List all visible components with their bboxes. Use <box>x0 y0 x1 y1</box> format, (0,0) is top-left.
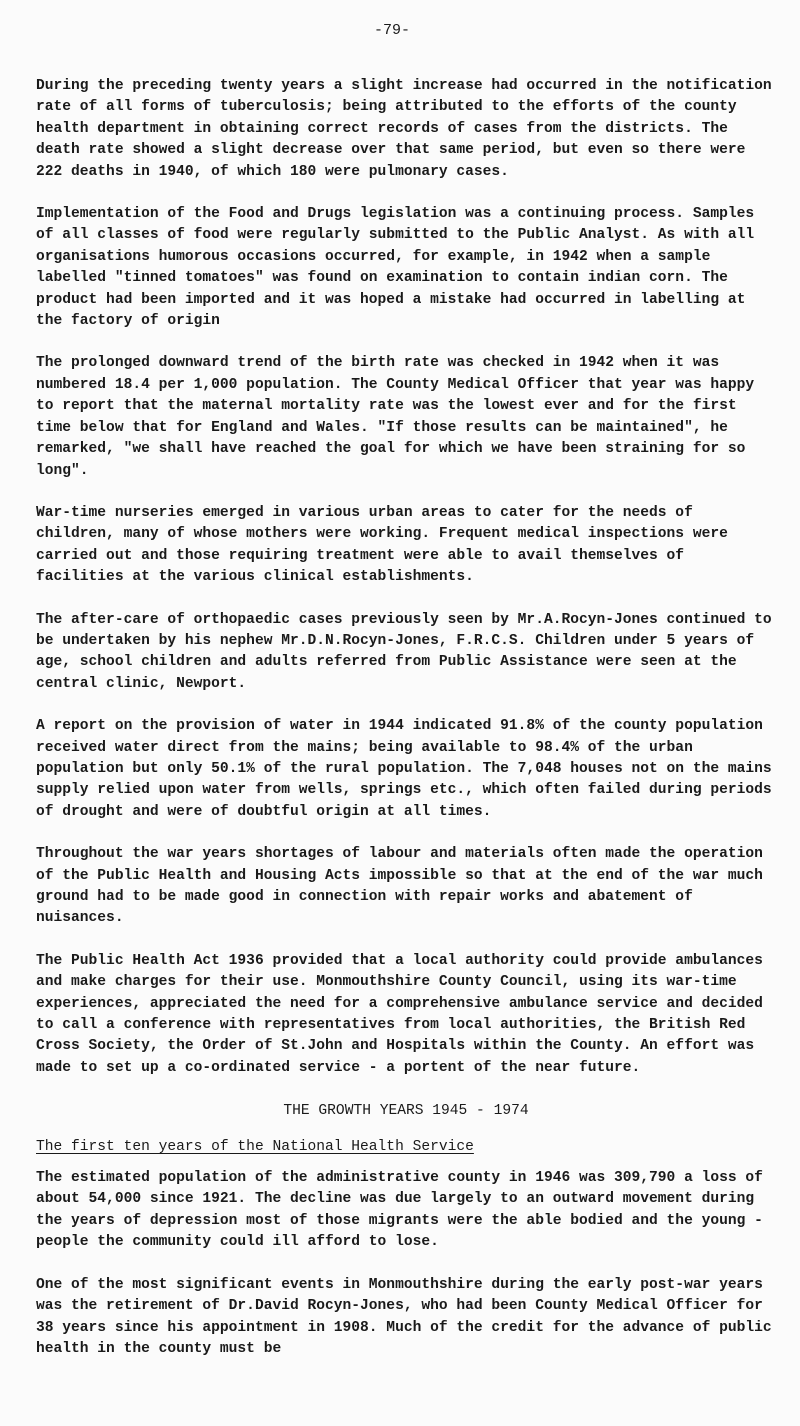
paragraph-ambulance: The Public Health Act 1936 provided that a local authority could provide ambulances and make charges for their use. Monmouthshire County Council, using its war-time experiences, appreciated the need for a comprehensive ambulance service and decided to call a conference with representatives from local authorities, the British Red Cross Society, the Order of St.John and Hospitals within the County. An effort was made to set up a co-ordinated service - a portent of the near future. <box>36 952 763 1076</box>
section-subheading: The first ten years of the National Health Service <box>36 1138 474 1155</box>
paragraph-orthopaedic: The after-care of orthopaedic cases previously seen by Mr.A.Rocyn-Jones continued to be undertaken by his nephew Mr.D.N.Rocyn-Jones, F.R.C.S. Children under 5 years of age, school children and adults referred from Public Assistance were seen at the central clinic, Newport. <box>36 611 772 692</box>
paragraph-war-shortages: Throughout the war years shortages of labour and materials often made the operation of the Public Health and Housing Acts impossible so that at the end of the war much ground had to be made good in connection with repair works and abatement of nuisances. <box>36 846 763 927</box>
section-heading: THE GROWTH YEARS 1945 - 1974 <box>283 1103 529 1120</box>
paragraph-population: The estimated population of the administrative county in 1946 was 309,790 a loss of about 54,000 since 1921. The decline was due largely to an outward movement during the years of depression most of those migrants were the able bodied and the young - people the community could ill afford to lose. <box>36 1170 763 1251</box>
page-number: -79- <box>374 22 411 39</box>
paragraph-nurseries: War-time nurseries emerged in various urban areas to cater for the needs of children, many of whose mothers were working. Frequent medical inspections were carried out and those requiring treatment were able to avail themselves of facilities at the various clinical establishments. <box>36 504 728 586</box>
paragraph-tuberculosis: During the preceding twenty years a slight increase had occurred in the notification rate of all forms of tuberculosis; being attributed to the efforts of the county health department in obtaining correct records of cases from the districts. The death rate showed a slight decrease over that same period, but even so there were 222 deaths in 1940, of which 180 were pulmonary cases. <box>36 78 772 180</box>
paragraph-retirement: One of the most significant events in Monmouthshire during the early post-war years was the retirement of Dr.David Rocyn-Jones, who had been County Medical Officer for 38 years since his appointment in 1908. Much of the credit for the advance of public health in the county must be <box>36 1276 772 1357</box>
paragraph-water-supply: A report on the provision of water in 1944 indicated 91.8% of the county population received water direct from the mains; being available to 98.4% of the urban population but only 50.1% of the rural population. The 7,048 houses not on the mains supply relied upon water from wells, springs etc., which often failed during periods of drought and were of doubtful origin at all times. <box>36 718 772 820</box>
paragraph-food-drugs: Implementation of the Food and Drugs legislation was a continuing process. Samples of all classes of food were regularly submitted to the Public Analyst. As with all organisations humorous occasions occurred, for example, in 1942 when a sample labelled "tinned tomatoes" was found on examination to contain indian corn. The product had been imported and it was hoped a mistake had occurred in labelling at the factory of origin <box>36 206 755 330</box>
paragraph-birth-rate: The prolonged downward trend of the birth rate was checked in 1942 when it was numbered 18.4 per 1,000 population. The County Medical Officer that year was happy to report that the maternal mortality rate was the lowest ever and for the first time below that for England and Wales. "If those results can be maintained", he remarked, "we shall have reached the goal for which we have been straining for so long". <box>36 355 755 479</box>
document-body <box>36 76 776 1381</box>
